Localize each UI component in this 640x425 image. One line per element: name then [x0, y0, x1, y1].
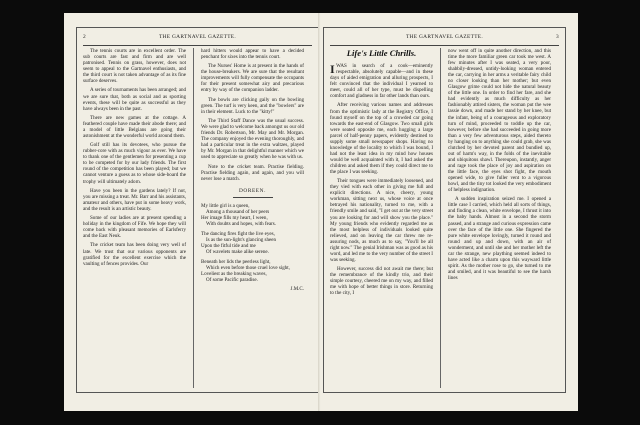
opening-text: WAS in search of a cook—eminently respectable, absolutely capable—and in these days of aided emigration and alluring prospects, I felt convinced that the individual I yearned to meet, could all of her type, must be dispelling comfort and gladness in far other lands than ours.: [330, 63, 433, 100]
paragraph: [330, 63, 433, 99]
paragraph: The cricket team has been doing very well of late. We trust that our various opponents are gratified for the excellent exercise which the vaulting of fences provides. Our: [83, 242, 186, 267]
left-page: [64, 13, 321, 411]
poem-stanza: [201, 259, 304, 283]
drop-cap: I: [330, 62, 335, 76]
poem-line: Loveliest as the breaking waves,: [201, 271, 267, 278]
right-column-2: [448, 48, 551, 284]
poem-title-text: DOREEN.: [238, 187, 266, 194]
poem-line: Is as the sun-light's glancing sheen: [206, 236, 277, 243]
paragraph: However, success did not await me there; but the remembrance of the kindly trio, and their simple courtesy, cheered me on my way, and filled me with hope of better things in store. Returning to the city, I: [330, 266, 433, 297]
running-title: THE GARTNAVEL GAZETTE.: [405, 34, 484, 40]
poem: [201, 188, 304, 294]
page-number: 2: [83, 34, 86, 40]
page-frame: [323, 27, 566, 393]
poem-line: Her image fills my heart, I ween,: [201, 214, 268, 221]
article-title: Life's Little Chrills.: [346, 48, 417, 58]
poem-title: [201, 188, 304, 198]
paragraph: The bowls are clicking gaily on the bowling green. The turf is very keen, and the "bowlers" are in their element. Luck to the "kitty!": [201, 96, 304, 115]
paragraph: A sudden inspiration seized me. I opened a little case I carried, which held all sorts of things, and finding a clean, white envelope, I thrust it into the baby hands. Almost in a second the storm passed, and a strange and curious expression came over the face of the little one. She fingered the pure white envelope lovingly, turned it round and round and up and down, with an air of wonderment, and until she and her mother left the car the strange, new plaything seemed indeed to have acted like a charm upon this wayward little spirit. As the mother rose to go, she turned to me and smiled, and it was beautiful to see the harsh lines: [448, 196, 551, 281]
right-column-1: [330, 48, 433, 299]
paragraph: Some of our ladies are at present spending a holiday in the kingdom of Fife. We hope they will come back with pleasant memories of Earlsferry and the East Neuk.: [83, 215, 186, 240]
poem-line: With doubts and hopes, with fears.: [206, 220, 277, 227]
header-rule: [330, 45, 559, 46]
left-column-2: [201, 48, 304, 293]
paragraph: The Nurses' Home is at present in the hands of the house-breakers. We are sure that the resultant improvements will fully compensate the occupants for their present somewhat airy and precarious entry by way of the companion ladder.: [201, 63, 304, 94]
page-number: 3: [556, 34, 559, 40]
paragraph: The tennis courts are in excellent order. The sub courts are fast and firm and are well patronised. Tennis on grass, however, does not seem to appeal to the Gartnavel enthusiasts, and the third court is not taken advantage of as its fine surface deserves.: [83, 48, 186, 85]
poem-signature: J.M.C.: [290, 287, 304, 293]
poem-stanza: [201, 231, 304, 255]
poem-line: The dancing fires fight the live eyes,: [201, 230, 275, 237]
right-page: [321, 13, 578, 411]
paragraph: A series of tournaments has been arranged; and we are sure that, both as social and as sporting events, these will be quite as successful as they have always been in the past.: [83, 87, 186, 112]
paragraph: After receiving various names and addresses from the optimistic lady at the Registry Office, I found myself on the top of a crowded car going towards the east-end of Glasgow. Two small girls were seated opposite me, each hugging a large parcel of half-penny papers, evidently destined to supply some small newspaper shops. Having no knowledge of the locality to which I was bound, I had not the least idea in my mind how houses would be well acquainted with it, I had asked the children and asked them if they could direct me to the place I was seeking.: [330, 102, 433, 175]
paragraph: The Third Staff Dance was the usual success. We were glad to welcome back amongst us our old friends Dr. Robertson, Mr. May and Mr. Morgan. The company enjoyed the evening thoroughly, and had a particular treat in the extra waltzes, played by Mr. Morgan in that delightful manner which we used to appreciate so greatly when he was with us.: [201, 118, 304, 161]
page-header: [330, 31, 559, 43]
poem-rule: [233, 197, 273, 198]
column-divider: [193, 48, 194, 388]
poem-stanza: [201, 203, 304, 227]
poem-line: Upon the fitful tide and me: [201, 243, 256, 250]
paragraph: Golf still has its devotees, who pursue the rubber-core with as much vigour as ever. We have to thank one of the gentlemen for presenting a cup to be competed for by our lady friends. The first round of the competition has been played; but we cannot venture a guess as to whose side-board the trophy will ultimately adorn.: [83, 142, 186, 185]
running-title: THE GARTNAVEL GAZETTE.: [158, 34, 237, 40]
poem-line: My little girl is a queen,: [201, 202, 250, 209]
paragraph: hard hitters would appear to have a decided penchant for sixes into the tennis court.: [201, 48, 304, 61]
paragraph: Note to the cricket team. Practise fielding. Practise fielding again, and again, and you will never lose a match.: [201, 163, 304, 182]
poem-line: Beneath her lids the peerless light,: [201, 259, 271, 266]
poem-line: Which even before those cruel love sight,: [206, 265, 290, 272]
paragraph: There are new games at the cottage. A feathered couple have made their abode there; and a model of little Belgians are going their astonishment at the wonderful world around them.: [83, 114, 186, 139]
left-column-1: [83, 48, 186, 270]
paragraph: now went off in quite another direction, and this time the more familiar green car took me west. A few minutes after I was seated, a very poor, shabbily-dressed, untidy-looking woman entered the car, carrying in her arms a veritable fairy child no closer looking than her mother; but even Glasgow grime could not hide the natural beauty of the little one. In order to find her fare, and she had evidently as much difficulty as her fashionably attired sisters, the woman put the wee lassie down, and made her stand by her knee, but the infant, being of a courageous and exploratory turn of mind, proceeded to toddle up the car, however, before she had succeeded in going more than a very few adventurous steps, aided thereto by hanging on to anything she could grab, she was clutched by her devoted parent and bundled up, out of harm's way, in the folds of the inevitable and ubiquitous shawl. Thereupon, instantly, anger and rage took the place of joy and aspiration on the little face, the eyes shot fight, the mouth opened wide, to give fuller vent to a vigorous howl, and the tiny tot looked the very embodiment of helpless indignation.: [448, 48, 551, 194]
poem-line: Of some Pacific paradise.: [206, 277, 258, 284]
header-rule: [83, 45, 312, 46]
paragraph: Their tongues were immediately loosened, and they vied with each other in giving me full and explicit directions. A nice, cheery, young workman, sitting next us, whose voice at once betrayed his nationality, turned to me, with a friendly smile and said, "I get out at the very street you are looking for and will show you the place." My young friends who evidently regarded me as the most helpless of individuals looked quite relieved, and on leaving the car threw me re-assuring nods, as much as to say, "You'll be all right now." The genial Irishman was as good as his word, and led me to the very number of the street I was seeking.: [330, 178, 433, 263]
column-divider: [440, 48, 441, 388]
page-frame: [76, 27, 319, 393]
poem-line: Among a thousand of her peers: [206, 208, 270, 215]
poem-line: Of wavelets make alike serene.: [206, 249, 269, 256]
paragraph: Have you been in the gardens lately? If not, you are missing a treat. Mr. Barr and his assistants, amateur and others, have put in some heavy work, and the result is an artistic beauty.: [83, 187, 186, 212]
page-header: [83, 31, 312, 43]
